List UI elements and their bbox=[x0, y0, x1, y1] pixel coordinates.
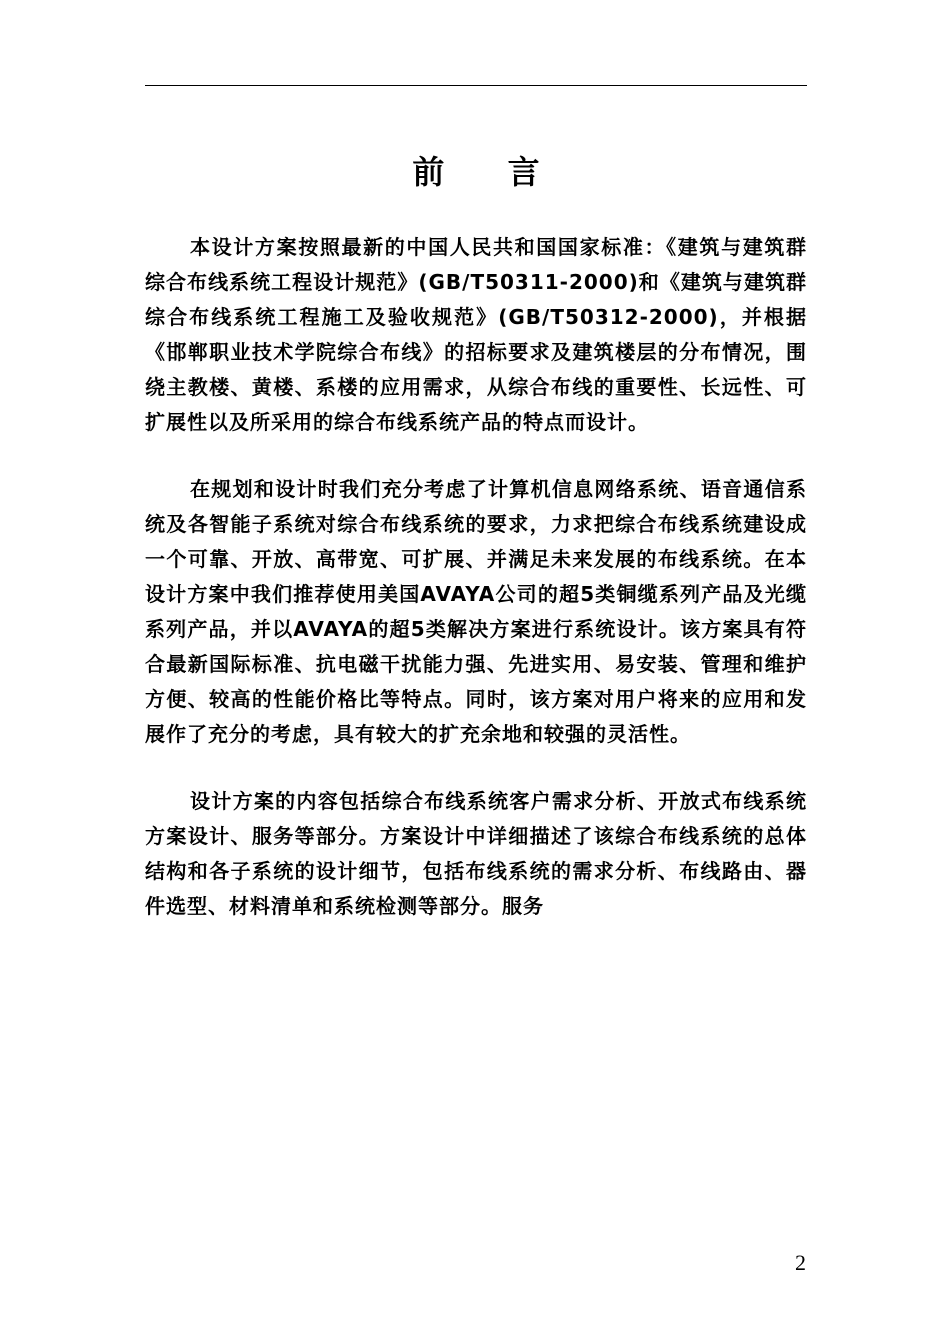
paragraph-design-considerations: 在规划和设计时我们充分考虑了计算机信息网络系统、语音通信系统及各智能子系统对综合布线系统的要求，力求把综合布线系统建设成一个可靠、开放、高带宽、可扩展、并满足未来发展的布线系统。在本设计方案中我们推荐使用美国AVAYA公司的超5类铜缆系列产品及光缆系列产品，并以AVAYA的超5类解决方案进行系统设计。该方案具有符合最新国际标准、抗电磁干扰能力强、先进实用、易安装、管理和维护方便、较高的性能价格比等特点。同时，该方案对用户将来的应用和发展作了充分的考虑，具有较大的扩充余地和较强的灵活性。 bbox=[145, 477, 807, 746]
page-title: 前 言 bbox=[412, 153, 566, 191]
page-number: 2 bbox=[795, 1250, 806, 1275]
document-body bbox=[145, 230, 807, 956]
header-rule bbox=[145, 85, 807, 86]
paragraph-intro: 本设计方案按照最新的中国人民共和国国家标准：《建筑与建筑群综合布线系统工程设计规范》(GB/T50311-2000)和《建筑与建筑群综合布线系统工程施工及验收规范》(GB/T50312-2000)，并根据《邯郸职业技术学院综合布线》的招标要求及建筑楼层的分布情况，围绕主教楼、黄楼、系楼的应用需求，从综合布线的重要性、长远性、可扩展性以及所采用的综合布线系统产品的特点而设计。 bbox=[145, 235, 807, 434]
paragraph-contents: 设计方案的内容包括综合布线系统客户需求分析、开放式布线系统方案设计、服务等部分。方案设计中详细描述了该综合布线系统的总体结构和各子系统的设计细节，包括布线系统的需求分析、布线路由、器件选型、材料清单和系统检测等部分。服务 bbox=[145, 789, 807, 918]
